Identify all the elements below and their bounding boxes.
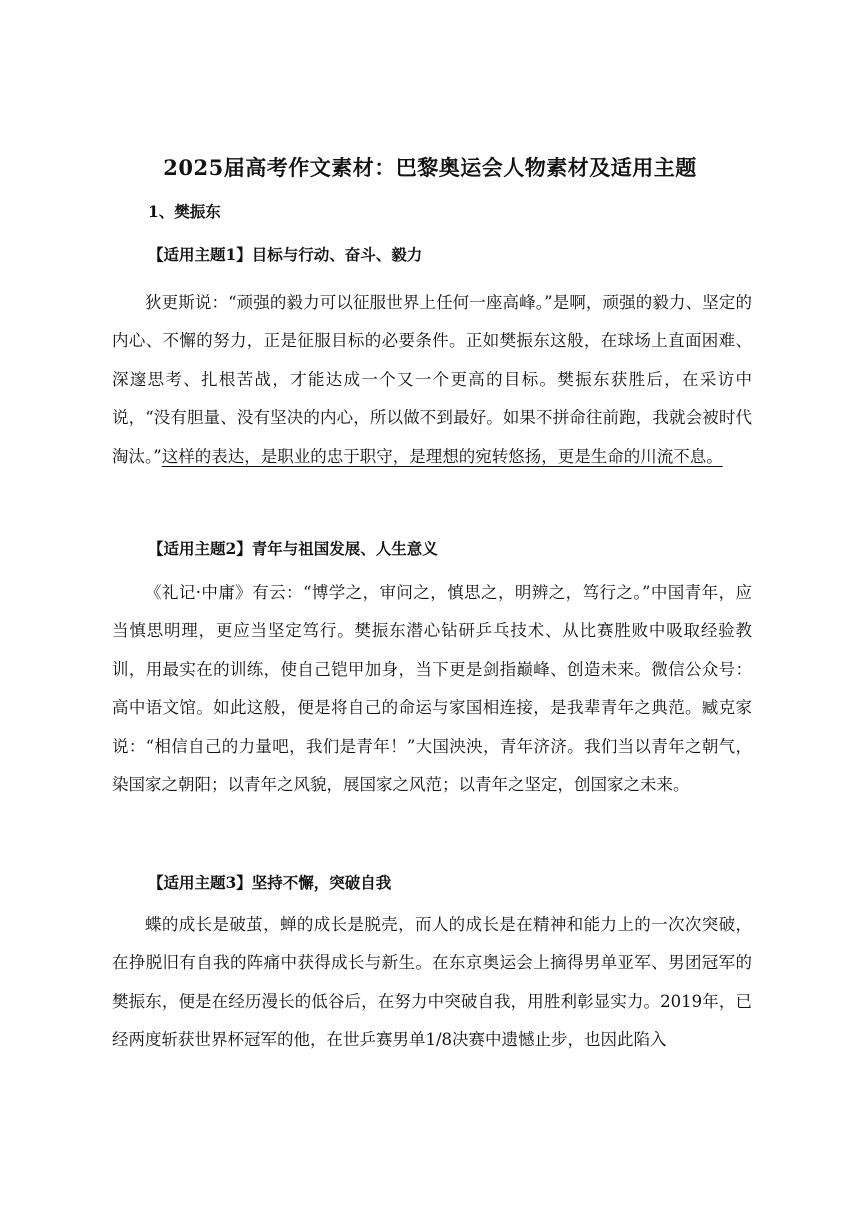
theme-paragraph-3: 蝶的成长是破茧，蝉的成长是脱壳，而人的成长是在精神和能力上的一次次突破，在挣脱旧有自我的阵痛中获得成长与新生。在东京奥运会上摘得男单亚军、男团冠军的樊振东，便是在经历漫长的低谷后，在努力中突破自我，用胜利彰显实力。2019年，已经两度斩获世界杯冠军的他，在世乒赛男单1/8决赛中遗憾止步，也因此陷入 xyxy=(112,915,752,1050)
theme-paragraph-2: 《礼记·中庸》有云：“博学之，审问之，慎思之，明辨之，笃行之。”中国青年，应当慎思明理，更应当坚定笃行。樊振东潜心钻研乒乓技术、从比赛胜败中吸取经验教训，用最实在的训练，使自己铠甲加身，当下更是剑指巅峰、创造未来。微信公众号：高中语文馆。如此这般，便是将自己的命运与家国相连接，是我辈青年之典范。臧克家说：“相信自己的力量吧，我们是青年！”大国泱泱，青年济济。我们当以青年之朝气，染国家之朝阳；以青年之风貌，展国家之风范；以青年之坚定，创国家之未来。 xyxy=(112,583,752,795)
underlined-sentence: 这样的表达，是职业的忠于职守，是理想的宛转悠扬，更是生命的川流不息。 xyxy=(161,446,723,466)
document-title: 2025届高考作文素材：巴黎奥运会人物素材及适用主题 xyxy=(163,155,697,180)
theme-heading-2: 【适用主题2】青年与祖国发展、人生意义 xyxy=(148,539,438,558)
theme-paragraph-1 xyxy=(112,284,752,476)
paragraph-text: 狄更斯说：“顽强的毅力可以征服世界上任何一座高峰。”是啊，顽强的毅力、坚定的内心、不懈的努力，正是征服目标的必要条件。正如樊振东这般，在球场上直面困难、深邃思考、扎根苦战，才能达成一个又一个更高的目标。樊振东获胜后，在采访中说，“没有胆量、没有坚决的内心，所以做不到最好。如果不拼命往前跑，我就会被时代淘汰。” xyxy=(112,293,752,466)
section-heading: 1、樊振东 xyxy=(148,202,221,221)
theme-heading-1: 【适用主题1】目标与行动、奋斗、毅力 xyxy=(148,245,423,264)
theme-heading-3: 【适用主题3】坚持不懈，突破自我 xyxy=(148,873,392,892)
